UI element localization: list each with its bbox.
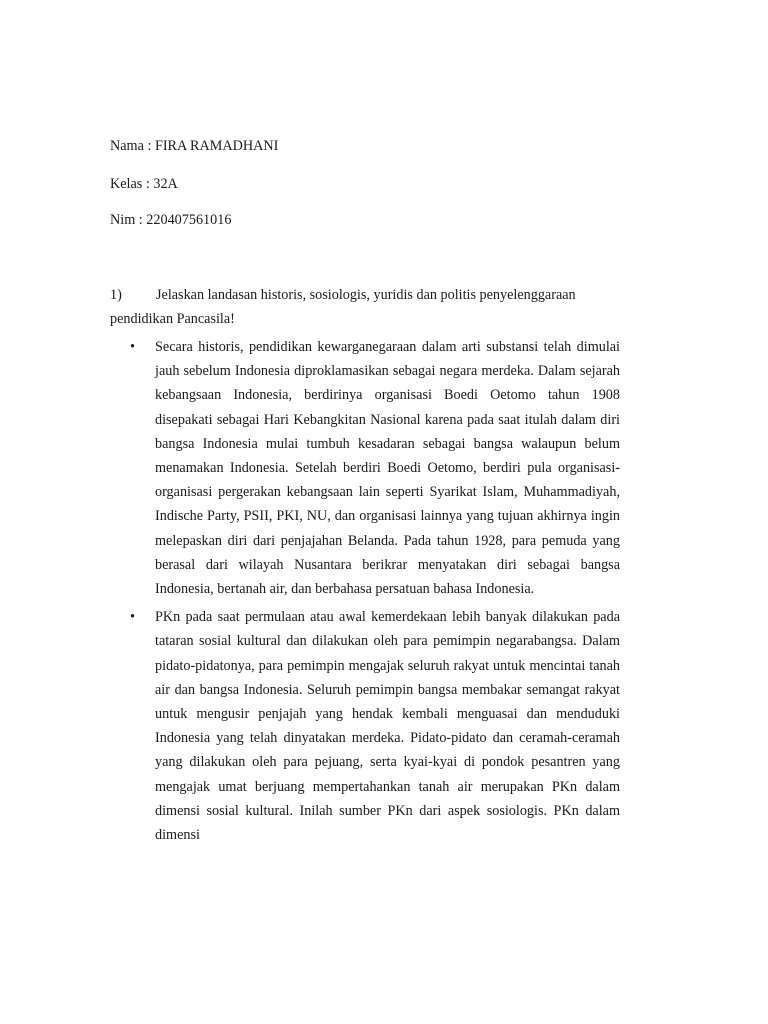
question-number: 1) [110, 287, 122, 303]
question-1 [110, 284, 620, 331]
question-text: Jelaskan landasan historis, sosiologis, yuridis dan politis penyelenggaraan pendidikan Pancasila! [110, 287, 576, 327]
student-name-label: Nama [110, 138, 144, 154]
answer-bullet-historis [110, 335, 620, 601]
student-id-label: Nim [110, 212, 136, 228]
answer-paragraph: Secara historis, pendidikan kewarganegaraan dalam arti substansi telah dimulai jauh sebelum Indonesia diproklamasikan sebagai negara merdeka. Dalam sejarah kebangsaan Indonesia, berdirinya organisasi Boedi Oetomo tahun 1908 disepakati sebagai Hari Kebangkitan Nasional karena pada saat itulah dalam diri bangsa Indonesia mulai tumbuh kesadaran sebagai bangsa walaupun belum menamakan Indonesia. Setelah berdiri Boedi Oetomo, berdiri pula organisasi-organisasi pergerakan kebangsaan lain seperti Syarikat Islam, Muhammadiyah, Indische Party, PSII, PKI, NU, dan organisasi lainnya yang tujuan akhirnya ingin melepaskan diri dari penjajahan Belanda. Pada tahun 1928, para pemuda yang berasal dari wilayah Nusantara berikrar menyatakan diri sebagai bangsa Indonesia, bertanah air, dan berbahasa persatuan bahasa Indonesia. [155, 339, 620, 598]
student-id-value: 220407561016 [146, 212, 232, 228]
student-id-line: Nim : 220407561016 [110, 212, 232, 228]
student-name-line: Nama : FIRA RAMADHANI [110, 138, 279, 154]
answer-bullet-sosiologis [110, 605, 620, 847]
student-class-value: 32A [153, 176, 178, 192]
bullet-marker: • [130, 339, 135, 355]
answer-bullet-list [110, 335, 620, 851]
student-name-value: FIRA RAMADHANI [154, 138, 279, 154]
student-class-label: Kelas [110, 176, 143, 192]
student-class-line: Kelas : 32A [110, 176, 178, 192]
bullet-marker: • [130, 609, 135, 626]
answer-paragraph: PKn pada saat permulaan atau awal kemerdekaan lebih banyak dilakukan pada tataran sosial kultural dan dilakukan oleh para pemimpin negarabangsa. Dalam pidato-pidatonya, para pemimpin mengajak seluruh rakyat untuk mencintai tanah air dan bangsa Indonesia. Seluruh pemimpin bangsa membakar semangat rakyat untuk mengusir penjajah yang hendak kembali menguasai dan menduduki Indonesia yang telah dinyatakan merdeka. Pidato-pidato dan ceramah-ceramah yang dilakukan oleh para pejuang, serta kyai-kyai di pondok pesantren yang mengajak umat berjuang mempertahankan tanah air merupakan PKn dalam dimensi sosial kultural. Inilah sumber PKn dari aspek sosiologis. PKn dalam dimensi [155, 609, 620, 844]
